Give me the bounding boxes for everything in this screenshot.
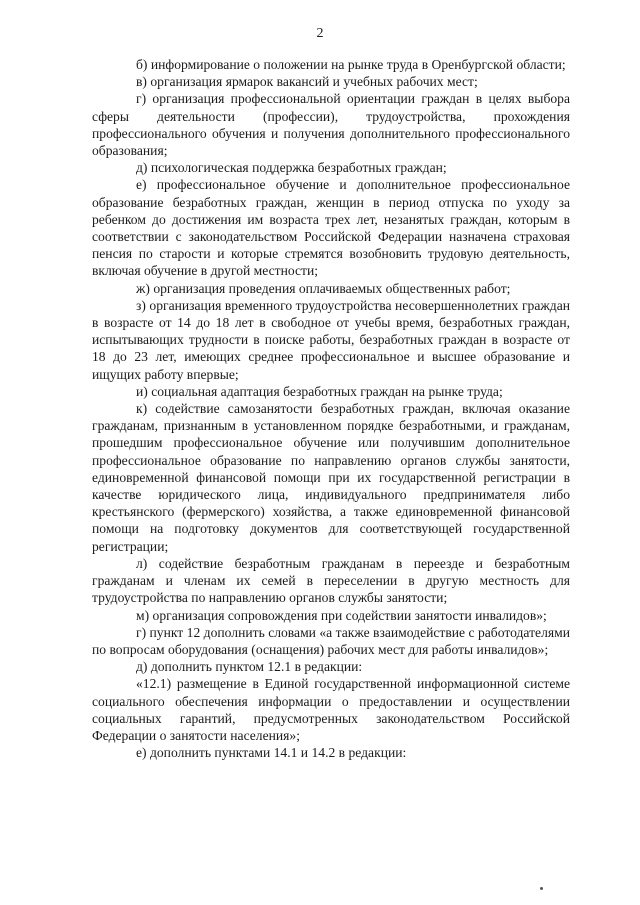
paragraph-e-professional-training: е) профессиональное обучение и дополнительное профессиональное образование безработных граждан, женщин в период отпуска по уходу за ребенком до достижения им возраста трех лет, незанятых граждан, которым в соответствии с законодательством Российской Федерации назначена страховая пенсия по старости и которые стремятся возобновить трудовую деятельность, включая обучение в другой местности;	[92, 177, 570, 279]
paragraph-point-12-1-text: «12.1) размещение в Единой государственной информационной системе социального обеспечения информации о предоставлении и осуществлении социальных гарантий, предусмотренных законодательством Российской Федерации о занятости населения»;	[92, 676, 570, 743]
paragraph-k-self-employment: к) содействие самозанятости безработных граждан, включая оказание гражданам, признанным в установленном порядке безработными, и гражданам, прошедшим профессиональное обучение или получившим дополнительное профессиональное образование по направлению органов службы занятости, единовременной финансовой помощи при их государственной регистрации в качестве юридического лица, индивидуального предпринимателя либо крестьянского (фермерского) хозяйства, а также единовременной финансовой помощи на подготовку документов для соответствующей государственной регистрации;	[92, 401, 570, 554]
paragraph-i-social-adaptation: и) социальная адаптация безработных граждан на рынке труда;	[136, 383, 503, 399]
paragraph-zh-public-works: ж) организация проведения оплачиваемых общественных работ;	[136, 280, 511, 296]
paragraph-v-job-fairs: в) организация ярмарок вакансий и учебных рабочих мест;	[136, 74, 478, 90]
paragraph-d-add-point-12-1: д) дополнить пунктом 12.1 в редакции:	[136, 659, 363, 675]
page-number: 2	[316, 26, 324, 41]
paragraph-l-relocation-assistance: л) содействие безработным гражданам в переезде и безработным гражданам и членам их семей в переселении в другую местность для трудоустройства по направлению органов службы занятости;	[92, 555, 570, 606]
paragraph-m-disability-support: м) организация сопровождения при содействии занятости инвалидов»;	[136, 607, 547, 623]
paragraph-b-labor-market-info: б) информирование о положении на рынке труда в Оренбургской области;	[136, 57, 566, 72]
paragraph-e-add-points-14: е) дополнить пунктами 14.1 и 14.2 в редакции:	[136, 745, 407, 761]
paragraph-d-psychological-support: д) психологическая поддержка безработных граждан;	[136, 160, 447, 176]
paragraph-z-temporary-employment: з) организация временного трудоустройства несовершеннолетних граждан в возрасте от 14 до 18 лет в свободное от учебы время, безработных граждан, испытывающих трудности в поиске работы, безработных граждан в возрасте от 18 до 23 лет, имеющих среднее профессиональное и высшее образование и ищущих работу впервые;	[92, 297, 570, 382]
scan-speck	[540, 887, 543, 890]
document-body	[92, 56, 570, 761]
paragraph-g-point-12-amendment: г) пункт 12 дополнить словами «а также взаимодействие с работодателями по вопросам оборудования (оснащения) рабочих мест для работы инвалидов»;	[92, 624, 570, 657]
paragraph-g-career-orientation: г) организация профессиональной ориентации граждан в целях выбора сферы деятельности (профессии), трудоустройства, прохождения профессионального обучения и получения дополнительного профессионального образования;	[92, 91, 570, 159]
